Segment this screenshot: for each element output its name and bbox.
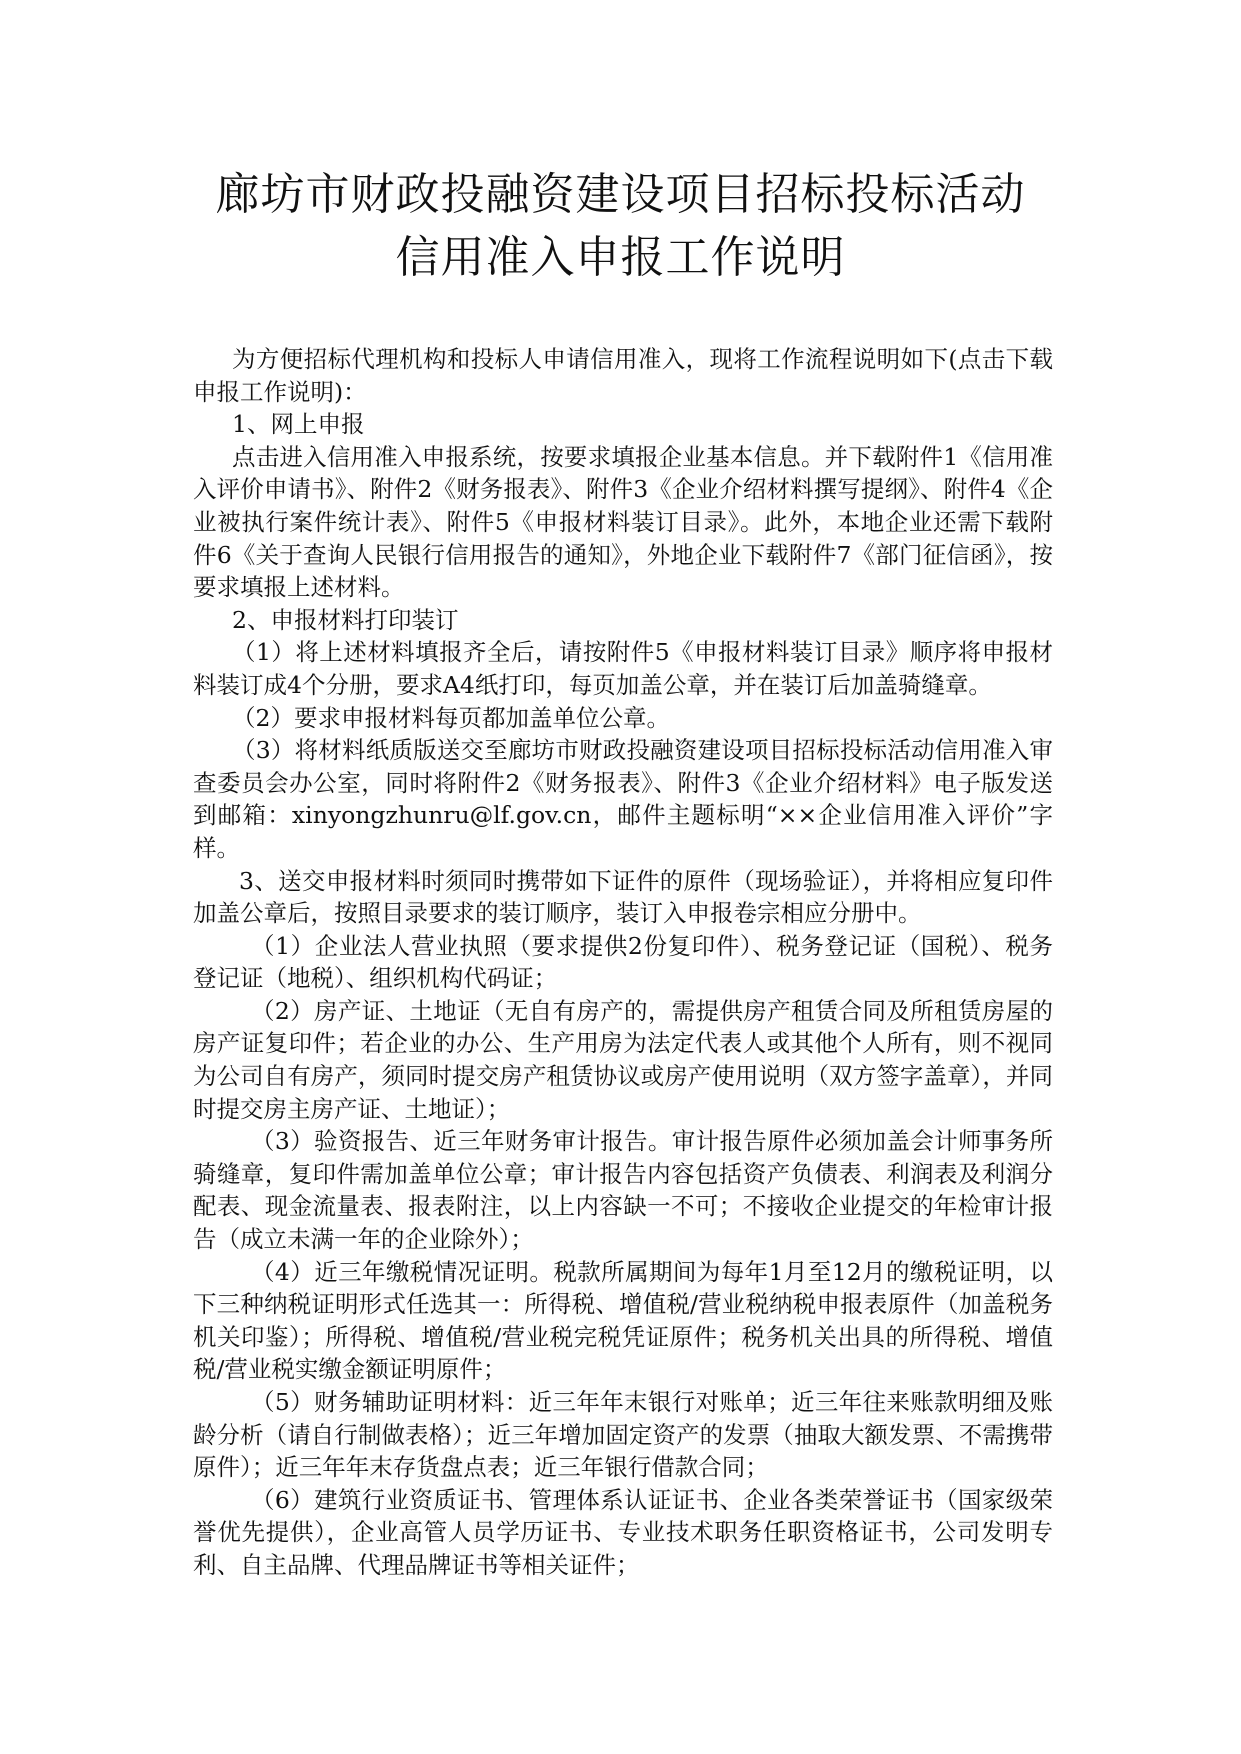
paragraph-binding-item-2: （2）要求申报材料每页都加盖单位公章。 <box>232 703 670 732</box>
paragraph-binding-item-1: （1）将上述材料填报齐全后，请按附件5《申报材料装订目录》顺序将申报材料装订成4个分册，要求A4纸打印，每页加盖公章，并在装订后加盖骑缝章。 <box>193 638 1053 699</box>
paragraph-document-item-2: （2）房产证、土地证（无自有房产的，需提供房产租赁合同及所租赁房屋的房产证复印件；若企业的办公、生产用房为法定代表人或其他个人所有，则不视同为公司自有房产，须同时提交房产租赁协议或房产使用说明（双方签字盖章），并同时提交房主房产证、土地证）； <box>193 996 1053 1123</box>
section-heading-original-documents: 3、送交申报材料时须同时携带如下证件的原件（现场验证），并将相应复印件加盖公章后，按照目录要求的装订顺序，装订入申报卷宗相应分册中。 <box>193 866 1053 928</box>
paragraph-online-application: 点击进入信用准入申报系统，按要求填报企业基本信息。并下载附件1《信用准入评价申请书》、附件2《财务报表》、附件3《企业介绍材料撰写提纲》、附件4《企业被执行案件统计表》、附件5《申报材料装订目录》。此外，本地企业还需下载附件6《关于查询人民银行信用报告的通知》，外地企业下载附件7《部门征信函》，按要求填报上述材料。 <box>193 442 1053 602</box>
paragraph-document-item-4: （4）近三年缴税情况证明。税款所属期间为每年1月至12月的缴税证明，以下三种纳税证明形式任选其一：所得税、增值税/营业税纳税申报表原件（加盖税务机关印鉴）；所得税、增值税/营业税完税凭证原件；税务机关出具的所得税、增值税/营业税实缴金额证明原件； <box>193 1257 1053 1384</box>
section-heading-print-binding: 2、申报材料打印装订 <box>232 605 459 634</box>
paragraph-document-item-3: （3）验资报告、近三年财务审计报告。审计报告原件必须加盖会计师事务所骑缝章，复印件需加盖单位公章；审计报告内容包括资产负债表、利润表及利润分配表、现金流量表、报表附注，以上内容缺一不可；不接收企业提交的年检审计报告（成立未满一年的企业除外）； <box>193 1127 1053 1254</box>
document-title-line-2: 信用准入申报工作说明 <box>395 232 846 283</box>
paragraph-document-item-6: （6）建筑行业资质证书、管理体系认证证书、企业各类荣誉证书（国家级荣誉优先提供），企业高管人员学历证书、专业技术职务任职资格证书，公司发明专利、自主品牌、代理品牌证书等相关证件； <box>193 1485 1053 1579</box>
paragraph-binding-item-3: （3）将材料纸质版送交至廊坊市财政投融资建设项目招标投标活动信用准入审查委员会办公室，同时将附件2《财务报表》、附件3《企业介绍材料》电子版发送到邮箱：xinyongzhunru@lf.gov.cn，邮件主题标明“××企业信用准入评价”字样。 <box>193 736 1053 862</box>
paragraph-document-item-1: （1）企业法人营业执照（要求提供2份复印件）、税务登记证（国税）、税务登记证（地税）、组织机构代码证； <box>193 931 1053 993</box>
document-title-line-1: 廊坊市财政投融资建设项目招标投标活动 <box>215 169 1026 220</box>
document-body <box>193 343 1053 1582</box>
paragraph-document-item-5: （5）财务辅助证明材料：近三年年末银行对账单；近三年往来账款明细及账龄分析（请自行制做表格）；近三年增加固定资产的发票（抽取大额发票、不需携带原件）；近三年年末存货盘点表；近三年银行借款合同； <box>193 1388 1053 1482</box>
intro-paragraph: 为方便招标代理机构和投标人申请信用准入，现将工作流程说明如下(点击下载申报工作说明)： <box>193 345 1053 406</box>
section-heading-online-application: 1、网上申报 <box>232 410 365 439</box>
